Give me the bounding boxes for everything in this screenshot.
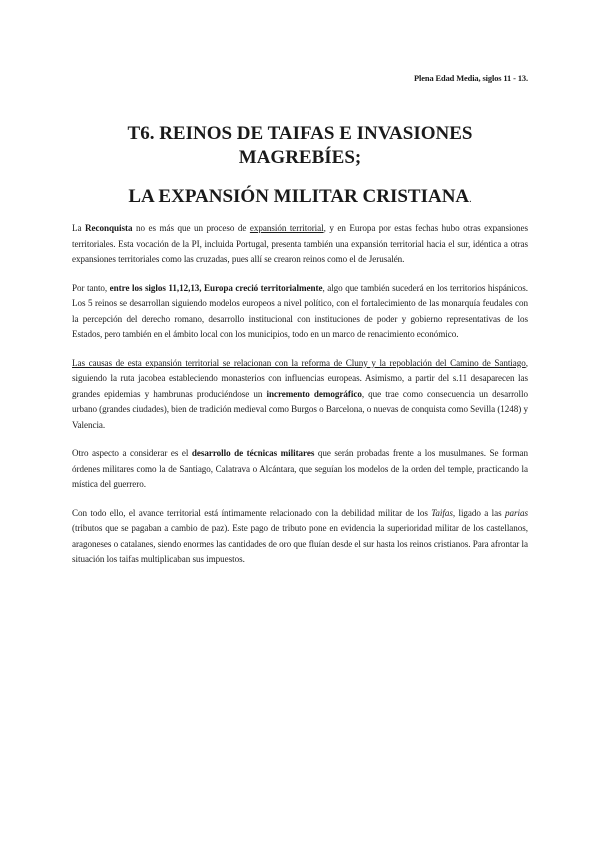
- p5-italic-parias: parias: [505, 507, 528, 518]
- p5-text-c: , ligado a las: [452, 507, 506, 518]
- page-title: T6. REINOS DE TAIFAS E INVASIONES MAGREBÍES;: [127, 123, 473, 168]
- page-subtitle: [72, 185, 528, 212]
- p4-text-a: Otro aspecto a considerar es el: [72, 448, 192, 458]
- p1-text-e: , y en Europa por estas fechas hubo otras expansiones territoriales. Esta vocación de la PI, incluida Portugal, presenta también una expansión territorial hacia el sur, idéntica a otras expansiones territoriales como las cruzadas, pues allí se crearon reinos como el de Jerusalén.: [72, 223, 528, 264]
- p1-underline-expansion: expansión territorial: [249, 223, 324, 233]
- paragraph-europa: [72, 281, 528, 343]
- p3-underline-causas: Las causas de esta expansión territorial se relacionan con la reforma de Cluny y la repoblación del Camino de Santiago: [72, 357, 526, 368]
- p2-text-c: , algo que también sucederá en los territorios hispánicos. Los 5 reinos se desarrollan siguiendo modelos europeos a nivel político, con el fortalecimiento de las monarquía feudales con la percepción del derecho romano, desarrollo institucional con instituciones de poder y gobierno representativas de los Estados, pero también en el ámbito local con los municipios, todo en un marco de renacimiento económico.: [72, 282, 528, 339]
- p1-text-c: no es más que un proceso de: [132, 223, 250, 233]
- page-subtitle-dot: .: [469, 194, 472, 205]
- p3-text-b: , siguiendo la ruta jacobea estableciendo monasterios con influencias europeas. Asimismo, a partir del s.11 desaparecen las grandes epidemias y hambrunas produciéndose un: [72, 357, 528, 399]
- p5-text-e: (tributos que se pagaban a cambio de paz). Este pago de tributo pone en evidencia la superioridad militar de los castellanos, aragoneses o catalanes, siendo enormes las cantidades de oro que fluían desde el sur hasta los reinos cristianos. Para afrontar la situación los taifas multiplicaban sus impuestos.: [72, 523, 528, 564]
- p3-bold-incremento: incremento demográfico: [266, 388, 362, 399]
- p3-text-d: , que trae como consecuencia un desarrollo urbano (grandes ciudades), bien de tradición medieval como Burgos o Barcelona, o nuevas de conquista como Sevilla (1248) y Valencia.: [72, 388, 528, 430]
- p1-bold-reconquista: Reconquista: [85, 223, 133, 233]
- p1-text-a: La: [72, 223, 85, 233]
- paragraph-taifas: [72, 506, 528, 568]
- document-body: [72, 221, 528, 581]
- page-subtitle-text: LA EXPANSIÓN MILITAR CRISTIANA: [128, 186, 470, 207]
- paragraph-militares: [72, 446, 528, 493]
- p2-text-a: Por tanto,: [72, 282, 110, 293]
- paragraph-reconquista: [72, 221, 528, 268]
- p5-italic-taifas: Taifas: [431, 507, 453, 518]
- p5-text-a: Con todo ello, el avance territorial está íntimamente relacionado con la debilidad militar de los: [72, 507, 432, 518]
- p4-text-c: que serán probadas frente a los musulmanes. Se forman órdenes militares como la de Santiago, Calatrava o Alcántara, que seguían los modelos de la orden del temple, practicando la mística del guerrero.: [72, 448, 528, 489]
- p4-bold-tecnicas: desarrollo de técnicas militares: [191, 448, 315, 458]
- paragraph-causas: [72, 356, 528, 434]
- page-header: Plena Edad Media, siglos 11 - 13.: [414, 74, 528, 83]
- p2-bold-siglos: entre los siglos 11,12,13, Europa creció territorialmente: [109, 282, 323, 293]
